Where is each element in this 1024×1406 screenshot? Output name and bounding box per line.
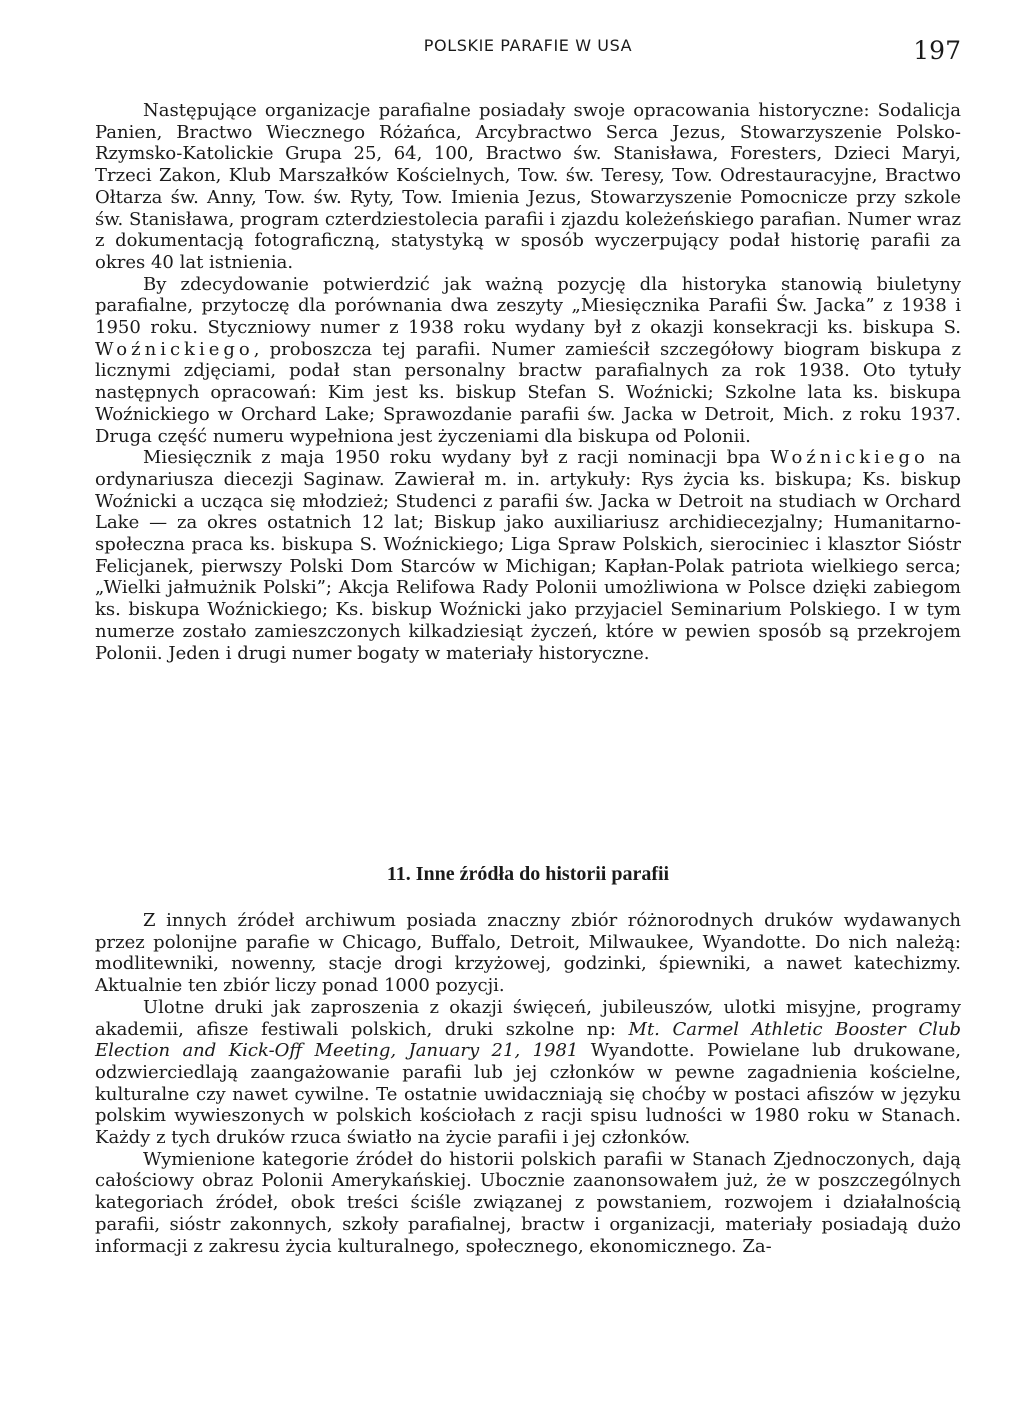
page-number: 197 [913, 36, 961, 65]
spaced-name: Woźnickiego [95, 338, 254, 360]
italic-title: Mt. Carmel Athletic Booster Club Election and Kick-Off Meeting, January 21, 1981 [95, 1018, 961, 1062]
paragraph [95, 997, 961, 1149]
paragraph-text: Ulotne druki jak zaproszenia z okazji święceń, jubileuszów, ulotki misyjne, programy akademii, afisze festiwali polskich, druki szkolne np: [95, 996, 961, 1040]
running-title: POLSKIE PARAFIE W USA [423, 36, 633, 55]
section-number: 11. [386, 863, 411, 885]
paragraph-text: na ordynariusza diecezji Saginaw. Zawierał m. in. artykuły: Rys życia ks. biskupa; Ks. biskup Woźnicki a ucząca się młodzież; Studenci z parafii św. Jacka w Detroit na studiach w Orchard Lake — za okres ostatnich 12 lat; Biskup jako auxiliariusz archidiecezjalny; Humanitarno-społeczna praca ks. biskupa S. Woźnickiego; Liga Spraw Polskich, sierociniec i klasztor Sióstr Felicjanek, pierwszy Polski Dom Starców w Michigan; Kapłan-Polak patriota wielkiego serca; „Wielki jałmużnik Polski”; Akcja Relifowa Rady Polonii umożliwiona w Polsce dzięki zabiegom ks. biskupa Woźnickiego; Ks. biskup Woźnicki jako przyjaciel Seminarium Polskiego. I w tym numerze zostało zamieszczonych kilkadziesiąt życzeń, które w pewien sposób są przekrojem Polonii. Jeden i drugi numer bogaty w materiały historyczne. [95, 447, 961, 664]
paragraph [95, 274, 961, 448]
paragraph-text: By zdecydowanie potwierdzić jak ważną pozycję dla historyka stanowią biuletyny parafialne, przytoczę dla porównania dwa zeszyty „Miesięcznika Parafii Św. Jacka” z 1938 i 1950 roku. Styczniowy numer z 1938 roku wydany był z okazji konsekracji ks. biskupa S. [95, 273, 961, 339]
paragraph-text: Wyandotte. Powielane lub drukowane, odzwierciedlają zaangażowanie parafii lub jej członków w pewne zagadnienia kościelne, kulturalne czy nawet cywilne. Te ostatnie uwidaczniają się choćby w postaci afiszów w języku polskim wywieszonych w polskich kościołach z racji spisu ludności w 1980 roku w Stanach. Każdy z tych druków rzuca światło na życie parafii i jej członków. [95, 1040, 961, 1149]
paragraph: Następujące organizacje parafialne posiadały swoje opracowania historyczne: Sodalicja Panien, Bractwo Wiecznego Różańca, Arcybractwo Serca Jezus, Stowarzyszenie Polsko-Rzymsko-Katolickie Grupa 25, 64, 100, Bractwo św. Stanisława, Foresters, Dzieci Maryi, Trzeci Zakon, Klub Marszałków Kościelnych, Tow. św. Teresy, Tow. Odrestauracyjne, Bractwo Ołtarza św. Anny, Tow. św. Ryty, Tow. Imienia Jezus, Stowarzyszenie Pomocnicze przy szkole św. Stanisława, program czterdziestolecia parafii i zjazdu koleżeńskiego parafian. Numer wraz z dokumentacją fotograficzną, statystyką w sposób wyczerpujący podał historię parafii za okres 40 lat istnienia. [95, 100, 961, 273]
paragraph-text: , proboszcza tej parafii. Numer zamieścił szczegółowy biogram biskupa z licznymi zdjęciami, podał stan personalny bractw parafialnych za rok 1938. Oto tytuły następnych opracowań: Kim jest ks. biskup Stefan S. Woźnicki; Szkolne lata ks. biskupa Woźnickiego w Orchard Lake; Sprawozdanie parafii św. Jacka w Detroit, Mich. z roku 1937. Druga część numeru wypełniona jest życzeniami dla biskupa od Polonii. [95, 338, 961, 447]
paragraph [95, 447, 961, 664]
book-page [95, 0, 961, 1406]
section-title: Inne źródła do historii parafii [415, 863, 670, 885]
body-text-upper [95, 100, 961, 664]
section-heading [95, 863, 961, 886]
running-head [95, 36, 961, 66]
body-text-lower [95, 910, 961, 1257]
paragraph: Wymienione kategorie źródeł do historii polskich parafii w Stanach Zjednoczonych, dają całościowy obraz Polonii Amerykańskiej. Ubocznie zaanonsowałem już, że w poszczególnych kategoriach źródeł, obok treści ściśle związanej z powstaniem, rozwojem i działalnością parafii, sióstr zakonnych, szkoły parafialnej, bractw i organizacji, materiały posiadają dużo informacji z zakresu życia kulturalnego, społecznego, ekonomicznego. Za- [95, 1148, 961, 1257]
paragraph-text: Miesięcznik z maja 1950 roku wydany był z racji nominacji bpa [143, 447, 771, 469]
paragraph: Z innych źródeł archiwum posiada znaczny zbiór różnorodnych druków wydawanych przez polonijne parafie w Chicago, Buffalo, Detroit, Milwaukee, Wyandotte. Do nich należą: modlitewniki, nowenny, stacje drogi krzyżowej, godzinki, śpiewniki, a nawet katechizmy. Aktualnie ten zbiór liczy ponad 1000 pozycji. [95, 910, 961, 997]
spaced-name: Woźnickiego [770, 447, 929, 469]
